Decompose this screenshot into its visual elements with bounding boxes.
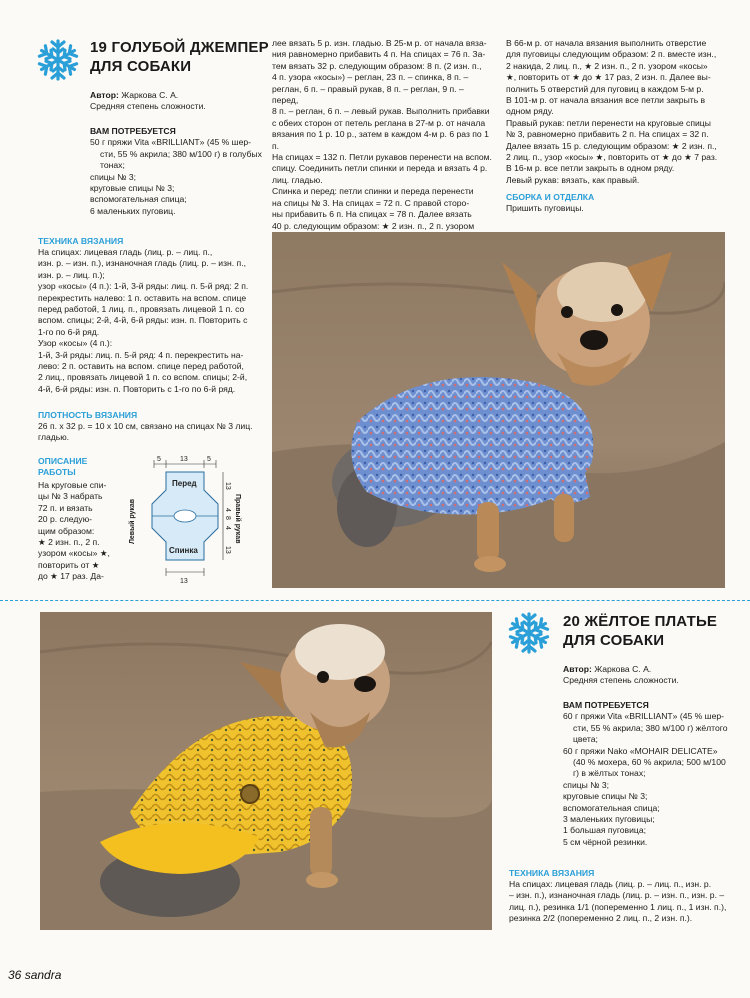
materials-line: 6 маленьких пуговиц. (90, 205, 176, 216)
page-number: 36 (8, 968, 22, 982)
materials-line: (40 % мохера, 60 % акрила; 500 м/100 (573, 757, 726, 768)
author-label: Автор: (90, 90, 119, 100)
materials-line: вспомогательная спица; (90, 194, 187, 205)
technique-line: 1-й, 3-й ряды: лиц. п. 5-й ряд: 4 п. перекрестить на- (38, 349, 244, 360)
body-line: 2 накида, 2 лиц. п., ★ 2 изн. п., 2 п. узором «косы» (506, 60, 708, 71)
technique-line: изн. р. – изн. п.), изнаночная гладь (лиц. р. – изн. п., (38, 258, 246, 269)
description-line: На круговые спи- (38, 480, 107, 490)
materials-line: спицы № 3; (563, 779, 610, 790)
body-line: спицу. Соединить петли спинки и переда и вязать 4 р. (272, 163, 488, 174)
body-line: для пуговицы следующим образом: 2 п. вместе изн., (506, 49, 717, 60)
photo-yellow-dress-dog (40, 612, 492, 930)
article20-author-block (563, 664, 743, 687)
dim-side-4: 4 (224, 526, 231, 530)
body-line: полнить 5 отверстий для пуговиц в каждом 5-м р. (506, 83, 704, 94)
body-line: Далее вязать 15 р. следующим образом: ★ 2 изн. п., (506, 140, 717, 151)
dim-top-b: 13 (180, 456, 188, 463)
body-line: лиц. гладью. (272, 174, 323, 185)
body-line: 2 лиц. п., узор «косы» ★, повторить от ★ до ★ 7 раз. (506, 152, 718, 163)
technique-line: вспом. спицы; 2-й, 4-й, 6-й ряды: изн. п. Повторить с (38, 315, 248, 326)
dim-bottom: 13 (180, 578, 188, 585)
body-line: Правый рукав: петли перенести на круговые спицы (506, 117, 711, 128)
body-line: 8 п. – реглан, 6 п. – левый рукав. Выполнить прибавки (272, 106, 490, 117)
article19-technique (38, 236, 263, 395)
body-line: одном ряду. (506, 106, 554, 117)
difficulty: Средняя степень сложности. (90, 101, 206, 112)
snowflake-icon (507, 611, 551, 655)
dim-top-c: 5 (207, 456, 211, 463)
materials-line: спицы № 3; (90, 171, 137, 182)
technique-line: 2 лиц., провязать лицевой 1 п. со вспом. спицы; 2-й, (38, 372, 248, 383)
density-line: 26 п. х 32 р. = 10 х 10 см, связано на спицах № 3 лиц. (38, 421, 253, 431)
body-line: на спицы № 3. На спицах = 72 п. С правой сторо- (272, 197, 470, 208)
density-heading: ПЛОТНОСТЬ ВЯЗАНИЯ (38, 410, 138, 420)
difficulty: Средняя степень сложности. (563, 675, 679, 686)
body-line: с обеих сторон от петель реглана в 27-м р. от начала (272, 117, 486, 128)
description-line: узором «косы» ★, (38, 548, 110, 559)
schema-front-label: Перед (172, 479, 197, 488)
technique-line: На спицах: лицевая гладь (лиц. р. – лиц. п., (38, 247, 213, 257)
body-line: Спинка и перед: петли спинки и переда перенести (272, 186, 474, 197)
finish-text: Пришить пуговицы. (506, 203, 584, 214)
dim-side-3: 8 (224, 516, 231, 520)
technique-heading: ТЕХНИКА ВЯЗАНИЯ (509, 868, 595, 878)
article-divider (0, 600, 750, 601)
technique-line: 4-й, 6-й ряды: изн. п. Повторить с 1-го по 6-й ряд. (38, 383, 236, 394)
materials-line: г) в жёлтых тонах; (573, 768, 646, 779)
body-line: № 3, равномерно прибавить 2 п. На спицах = 32 п. (506, 129, 709, 140)
article19-title: 19 ГОЛУБОЙ ДЖЕМПЕР ДЛЯ СОБАКИ (90, 39, 269, 75)
article19-author-block (90, 90, 270, 113)
description-line: ★ 2 изн. п., 2 п. (38, 537, 100, 548)
article20-materials (563, 700, 743, 848)
body-line: ★, повторить от ★ до ★ 17 раз, 2 изн. п. Далее вы- (506, 72, 711, 83)
description-line: щим образом: (38, 525, 95, 536)
schema-right-sleeve: Правый рукав (234, 494, 241, 544)
description-line: 20 р. следую- (38, 514, 93, 525)
finish-heading: СБОРКА И ОТДЕЛКА (506, 192, 595, 203)
materials-line: круговые спицы № 3; (90, 183, 175, 194)
article19-description (38, 456, 118, 583)
article20-technique (509, 868, 734, 925)
density-line: гладью. (38, 432, 70, 443)
author-name: Жаркова С. А. (121, 90, 179, 100)
body-line: На спицах = 132 п. Петли рукавов перенести на вспом. (272, 152, 492, 163)
photo-blue-jumper-dog (272, 232, 725, 588)
article19-materials (90, 126, 275, 217)
description-line: цы № 3 набрать (38, 491, 103, 502)
body-line: 40 р. следующим образом: ★ 2 изн. п., 2 п. узором (272, 220, 475, 231)
body-line: В 16-м р. все петли закрыть в одном ряду. (506, 163, 675, 174)
article20-title: 20 ЖЁЛТОЕ ПЛАТЬЕ ДЛЯ СОБАКИ (563, 613, 718, 649)
technique-line: перед работой, 1 лиц. п., провязать лицевой 1 п. со (38, 304, 245, 315)
technique-line: резинка 2/2 (попеременно 2 лиц. п., 2 изн. п.). (509, 913, 693, 924)
body-line: Левый рукав: вязать, как правый. (506, 174, 640, 185)
schema-back-label: Спинка (169, 546, 198, 555)
author-name: Жаркова С. А. (594, 664, 652, 674)
materials-line: 1 большая пуговица; (563, 825, 647, 836)
technique-line: На спицах: лицевая гладь (лиц. р. – лиц. п., изн. р. (509, 879, 712, 889)
technique-line: Узор «косы» (4 п.): (38, 338, 113, 349)
technique-heading: ТЕХНИКА ВЯЗАНИЯ (38, 236, 124, 246)
materials-line: круговые спицы № 3; (563, 791, 648, 802)
description-line: до ★ 17 раз. Да- (38, 571, 104, 582)
materials-line: 3 маленьких пуговицы; (563, 814, 655, 825)
technique-line: – изн. п.), изнаночная гладь (лиц. р. – изн. п., изн. р. – (509, 890, 725, 901)
technique-line: изн. р. – лиц. п.); (38, 269, 105, 280)
body-line: В 66-м р. от начала вязания выполнить отверстие (506, 38, 707, 48)
description-line: 72 п. и вязать (38, 502, 93, 513)
materials-line: 5 см чёрной резинки. (563, 836, 648, 847)
materials-line: тонах; (100, 160, 125, 171)
materials-heading: ВАМ ПОТРЕБУЕТСЯ (90, 126, 176, 136)
dim-side-5: 13 (224, 546, 231, 554)
schema-left-sleeve: Левый рукав (129, 498, 136, 544)
author-label: Автор: (563, 664, 592, 674)
magazine-name: sandra (24, 968, 62, 982)
body-line: ния равномерно прибавить 4 п. На спицах = 76 п. За- (272, 49, 486, 60)
dim-top-a: 5 (157, 456, 161, 463)
description-line: повторить от ★ (38, 559, 100, 570)
technique-line: 1-го по 6-й ряд. (38, 326, 100, 337)
materials-line: сти, 55 % акрила; 380 м/100 г) жёлтого (573, 722, 728, 733)
body-line: тем вязать 32 р. следующим образом: 8 п. (2 изн. п., (272, 60, 482, 71)
article19-col3 (506, 38, 728, 215)
dim-side-2: 4 (224, 508, 231, 512)
materials-line: сти, 55 % акрила; 380 м/100 г) в голубых (100, 148, 262, 159)
page-footer (8, 968, 61, 982)
body-line: реглан, 6 п. – правый рукав, 8 п. – реглан, 9 п. – перед, (272, 83, 464, 106)
snowflake-icon (36, 38, 80, 82)
body-line: 4 п. узора «косы») – реглан, 23 п. – спинка, 8 п. – (272, 72, 469, 83)
body-line: ны прибавить 6 п. На спицах = 78 п. Далее вязать (272, 209, 472, 220)
technique-line: лиц. п.), резинка 1/1 (попеременно 1 лиц. п., 1 изн. п.), (509, 901, 727, 912)
technique-line: лево: 2 п. оставить на вспом. спице перед работой, (38, 361, 244, 372)
body-line: лее вязать 5 р. изн. гладью. В 25-м р. от начала вяза- (272, 38, 487, 48)
technique-line: узор «косы» (4 п.): 1-й, 3-й ряды: лиц. п. 5-й ряд: 2 п. (38, 281, 249, 292)
materials-line: вспомогательная спица; (563, 802, 660, 813)
materials-line: 60 г пряжи Vita «BRILLIANT» (45 % шер- (563, 711, 724, 722)
dim-side-1: 13 (224, 482, 231, 490)
materials-line: цвета; (573, 734, 598, 745)
article19-density (38, 410, 263, 444)
materials-line: 50 г пряжи Vita «BRILLIANT» (45 % шер- (90, 137, 251, 148)
technique-line: перекрестить налево: 1 п. оставить на вспом. спице (38, 292, 247, 303)
description-heading: ОПИСАНИЕ РАБОТЫ (38, 456, 88, 477)
materials-heading: ВАМ ПОТРЕБУЕТСЯ (563, 700, 649, 710)
article19-col2 (272, 38, 492, 243)
materials-line: 60 г пряжи Nako «MOHAIR DELICATE» (563, 745, 718, 756)
body-line: вязания по 1 р. 10 р., затем в каждом 4-м р. 6 раз по 1 п. (272, 129, 489, 151)
pattern-schema (120, 454, 270, 589)
body-line: В 101-м р. от начала вязания все петли закрыть в (506, 95, 706, 106)
